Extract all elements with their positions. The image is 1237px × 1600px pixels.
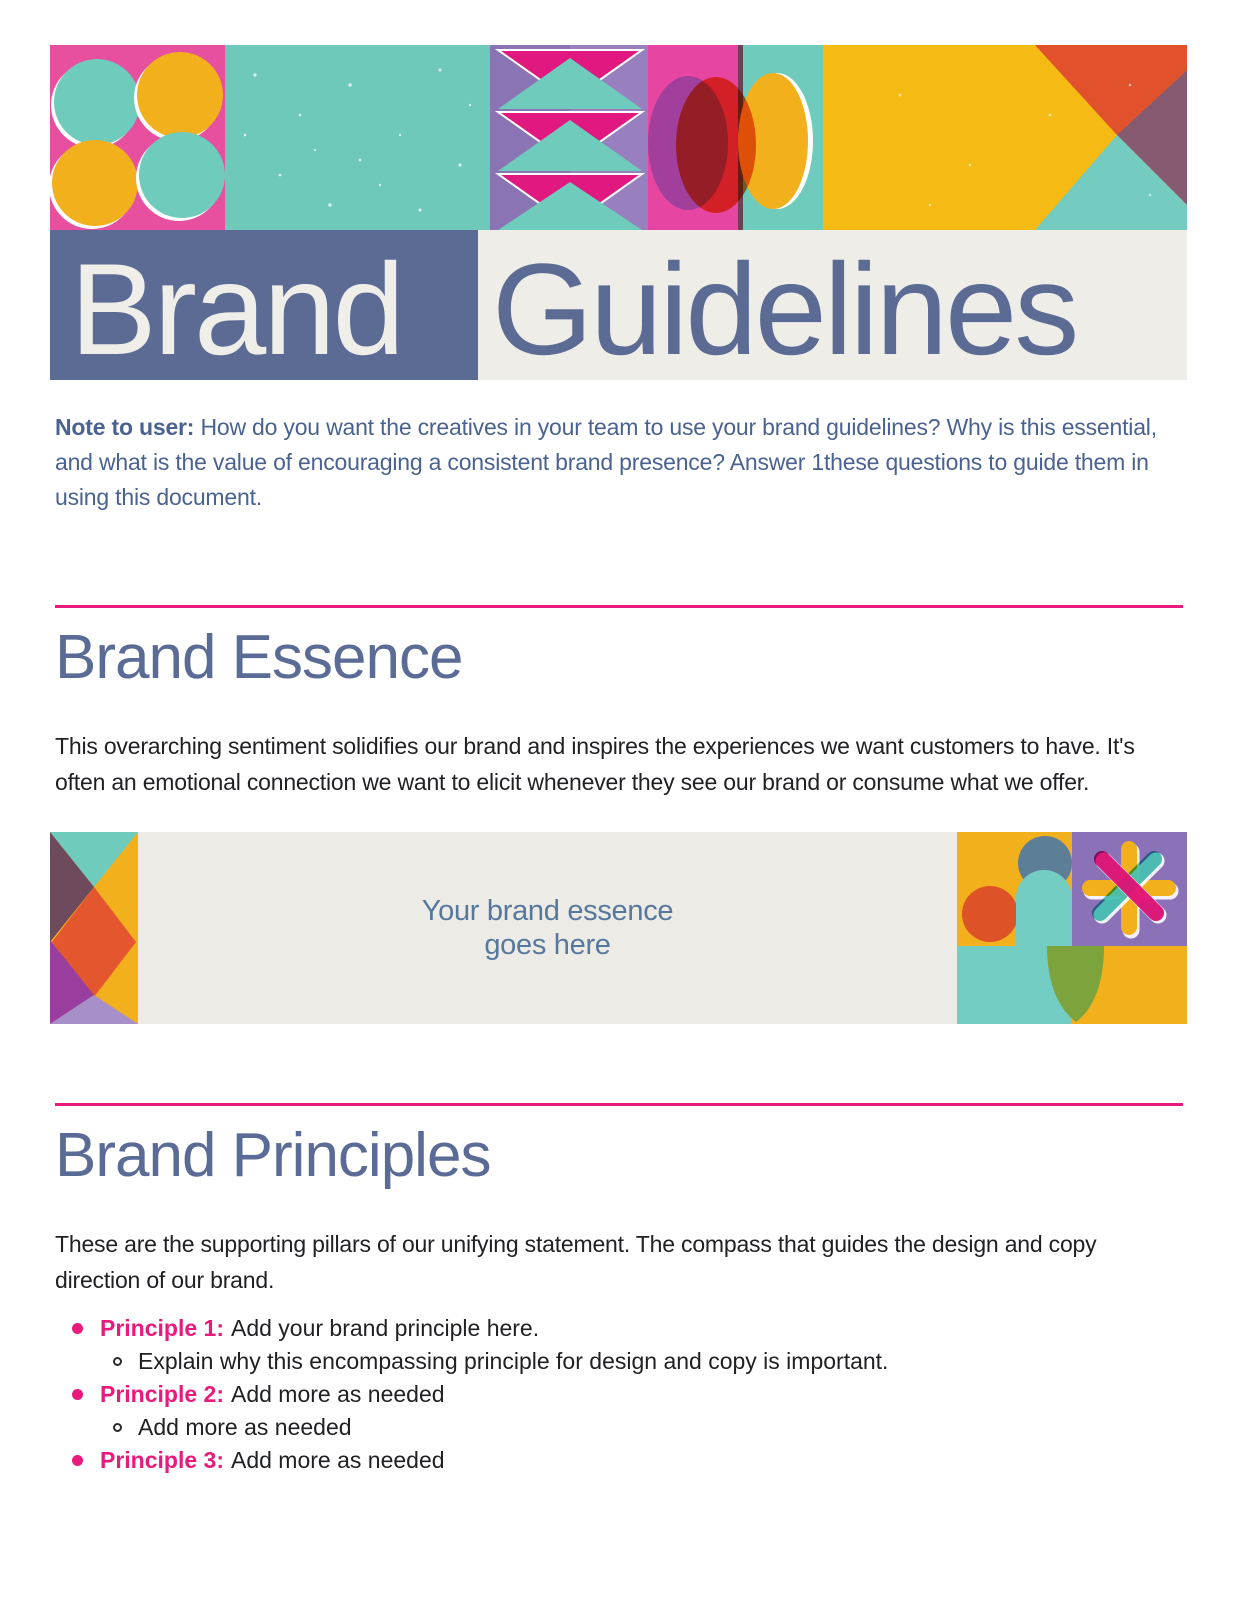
bullet-icon xyxy=(72,1323,83,1334)
principle-text: Add more as needed xyxy=(230,1381,445,1407)
brand-essence-heading: Brand Essence xyxy=(55,623,463,692)
bullet-icon xyxy=(72,1455,83,1466)
list-subitem xyxy=(55,1411,1183,1444)
brand-essence-banner xyxy=(50,832,1187,1024)
principle-text: Add more as needed xyxy=(230,1447,445,1473)
page-title-guidelines: Guidelines xyxy=(492,236,1077,382)
page-title-brand: Brand xyxy=(70,236,402,382)
list-item xyxy=(55,1444,1183,1477)
sub-bullet-icon xyxy=(113,1423,122,1432)
header xyxy=(50,45,1187,380)
list-item xyxy=(55,1378,1183,1411)
header-decorative-art xyxy=(50,45,1187,230)
sub-bullet-icon xyxy=(113,1357,122,1366)
section-divider xyxy=(55,605,1183,608)
list-subitem xyxy=(55,1345,1183,1378)
principle-text: Add your brand principle here. xyxy=(230,1315,540,1341)
essence-left-art xyxy=(50,832,138,1024)
principle-label: Principle 2: xyxy=(100,1381,224,1407)
principle-label: Principle 3: xyxy=(100,1447,224,1473)
essence-placeholder xyxy=(138,832,957,1024)
title-right-box xyxy=(478,230,1187,380)
principle-label: Principle 1: xyxy=(100,1315,224,1341)
section-divider xyxy=(55,1103,1183,1106)
brand-principles-heading: Brand Principles xyxy=(55,1121,491,1190)
title-left-box xyxy=(50,230,478,380)
essence-right-art xyxy=(957,832,1187,1024)
note-text: How do you want the creatives in your team to use your brand guidelines? Why is this essential, and what is the value of encouraging a consistent brand presence? Answer 1these questions to guide them in using this document. xyxy=(55,414,1157,510)
list-item xyxy=(55,1312,1183,1345)
principles-list xyxy=(55,1312,1183,1477)
essence-placeholder-line1: Your brand essence xyxy=(421,895,674,927)
brand-principles-body: These are the supporting pillars of our unifying statement. The compass that guides the design and copy direction of our brand. xyxy=(55,1231,1097,1293)
essence-placeholder-line2: goes here xyxy=(484,929,611,961)
principle-subtext: Explain why this encompassing principle for design and copy is important. xyxy=(138,1348,889,1374)
title-band xyxy=(50,230,1187,380)
bullet-icon xyxy=(72,1389,83,1400)
note-to-user xyxy=(55,410,1165,515)
note-label: Note to user: xyxy=(55,414,195,440)
principle-subtext: Add more as needed xyxy=(138,1414,352,1440)
brand-essence-body: This overarching sentiment solidifies our brand and inspires the experiences we want customers to have. It's often an emotional connection we want to elicit whenever they see our brand or consume what we offer. xyxy=(55,733,1135,795)
